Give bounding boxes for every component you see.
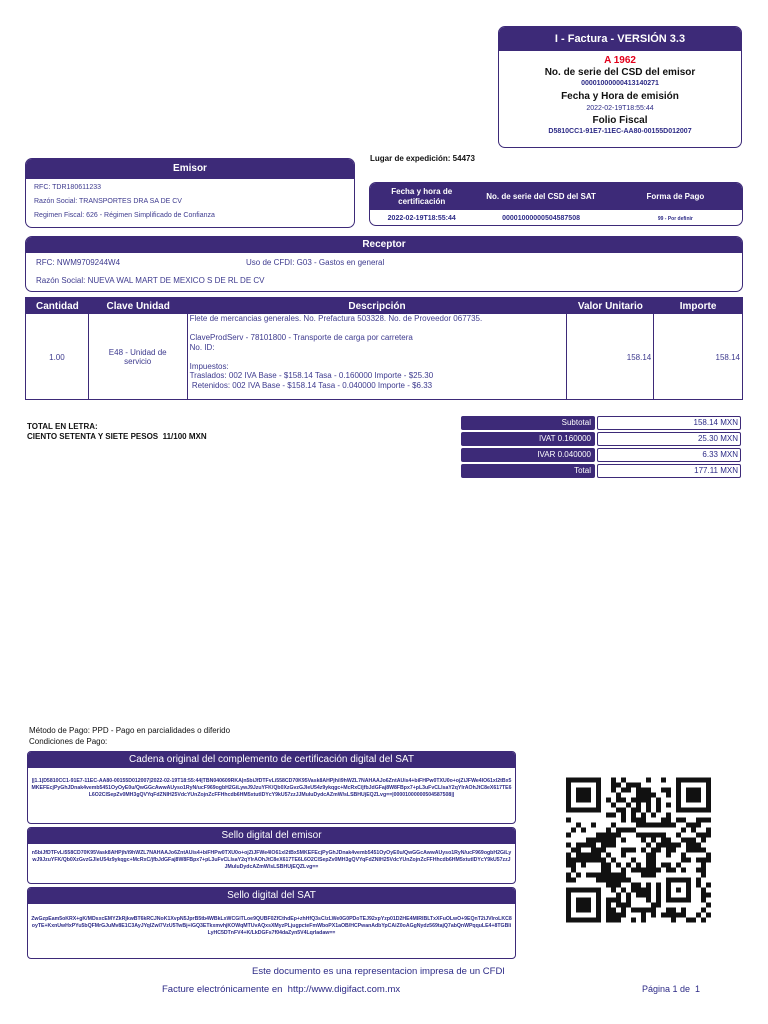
folio-fiscal-value: D5810CC1-91E7-11EC-AA80-00155D012007 xyxy=(548,128,692,135)
totals-row-ivar xyxy=(461,448,741,462)
cell-importe: 158.14 xyxy=(715,352,740,362)
cert-serie-header: No. de serie del CSD del SAT xyxy=(486,191,596,201)
cadena-original-box xyxy=(27,751,516,824)
metodo-pago-block xyxy=(29,725,230,747)
factura-box xyxy=(498,26,742,148)
sello-emisor-title: Sello digital del emisor xyxy=(28,828,515,844)
desc-line: Traslados: 002 IVA Base - $158.14 Tasa - 0.160000 Importe - $25.30 xyxy=(189,371,434,380)
totals-row-subtotal xyxy=(461,416,741,430)
folio-fiscal-label: Folio Fiscal xyxy=(592,115,648,126)
certificacion-values xyxy=(370,210,742,226)
ivar-value: 6.33 MXN xyxy=(597,448,741,462)
folio-number: A 1962 xyxy=(604,55,636,66)
desc-line xyxy=(190,324,566,334)
cert-fecha-header: Fecha y hora de certificación xyxy=(391,186,453,206)
desc-line: No. ID: xyxy=(189,342,215,352)
totals-table xyxy=(461,416,741,480)
total-label: Total xyxy=(461,464,595,478)
cell-clave-unidad: E48 - Unidad de servicio xyxy=(89,314,188,400)
receptor-box xyxy=(25,236,743,292)
metodo-pago: Método de Pago: PPD - Pago en parcialidades o diferido xyxy=(29,726,231,735)
fecha-emision-value: 2022-02-19T18:55:44 xyxy=(586,105,654,112)
items-header xyxy=(26,298,742,314)
desc-line: Impuestos: xyxy=(189,361,229,371)
subtotal-label: Subtotal xyxy=(461,416,595,430)
sello-emisor-box xyxy=(27,827,516,884)
totals-row-ivat xyxy=(461,432,741,446)
emisor-regimen: Regimen Fiscal: 626 - Régimen Simplificado de Confianza xyxy=(34,212,215,219)
col-valor-unitario: Valor Unitario xyxy=(577,300,643,312)
desc-line: Retenidos: 002 IVA Base - $158.14 Tasa - 0.040000 Importe - $6.33 xyxy=(189,380,433,390)
ivat-value: 25.30 MXN xyxy=(597,432,741,446)
sello-sat-text: ZwGzpEam5oKRX+gK/MDsxcEMYZkRjkwBT6kRCJNoK1XvpN5JprB5tb4WBkLxWCGiTLoe9QUBF0ZfCthdEp+zhHfQ3sC/zLWe0G0PDoTEJ92xpYzp01D2HE4MIRlBLTxXFuOLwO+9EQnT2iJVIroLKC8oyTE+KxnUwHxPYu5bQFMrGJuMv8E1C3AyJYqlZwl7VzU5TwBj+lGQ3ETkxmvhjKOWqMTUvAQxsXMyzPLjugpcteFmWboPX1aOB/HCPwanAdbYpCAiZ0oAGgNydz569tajQ7abQnWPqquLE4+8TGBliLyHC5DTnFV4+K/LkDGFs7f04daZyn5V4Lqrladaw== xyxy=(31,916,512,936)
condiciones-pago: Condiciones de Pago: xyxy=(29,737,108,746)
ivat-label: IVAT 0.160000 xyxy=(461,432,595,446)
sello-sat-box xyxy=(27,887,516,959)
totals-row-total xyxy=(461,464,741,478)
ivar-label: IVAR 0.040000 xyxy=(461,448,595,462)
cadena-original-text: ||1.1|D5810CC1-91E7-11EC-AA80-00155D012007|2022-02-19T18:55:44|TBN040609RKA|n5biJfDTFvLi558CD70K95Vask8AHPjh/i9hWZL7NAHAAJo6ZntAUis4+biFHPw0TXU0o+ojZiJFWe4lO61xl2tBx5MKEFEcjPyGhJDnak4vemb5451OyOyE0u/QwGGcAwwAUyso1RyN/ucF969ogbH2GiLywJ9JzuYFK/Qb0XzGvzGJleU54z9ykqgc+McRxC/jfbJdGFaj8W8FBpx7+pL3uFvCLIsaY2qYlrAOhJtC8eX617TE6L6O2ClSepZv0MH3gQVYqFdZNIH25VdcYUnZojnZcFFHhcdb6HM5xtutIDYcY9kU57zzJJMuluDydcAZmW/sLSBHUjEQZLvg==|00001000000504587508|| xyxy=(31,778,512,798)
receptor-rfc: RFC: NWM9709244W4 xyxy=(36,258,121,267)
factura-title: I - Factura - VERSIÓN 3.3 xyxy=(499,27,741,51)
col-importe: Importe xyxy=(679,300,717,312)
sello-sat-title: Sello digital del SAT xyxy=(28,888,515,904)
cert-forma-pago-value: 99 - Por definir xyxy=(657,215,693,222)
receptor-uso-cfdi: Uso de CFDI: G03 - Gastos en general xyxy=(246,258,385,267)
emisor-rfc: RFC: TDR180611233 xyxy=(34,184,102,191)
cert-forma-pago-header: Forma de Pago xyxy=(646,191,705,201)
cell-cantidad: 1.00 xyxy=(26,314,89,400)
total-letra xyxy=(27,422,207,442)
total-letra-value: CIENTO SETENTA Y SIETE PESOS 11/100 MXN xyxy=(27,432,207,441)
serie-csd-value: 00001000000413140271 xyxy=(581,80,659,87)
qr-code-icon xyxy=(566,776,711,924)
receptor-row-1 xyxy=(26,254,742,272)
cert-fecha-value: 2022-02-19T18:55:44 xyxy=(387,215,456,222)
facture-link[interactable]: Facture electrónicamente en http://www.digifact.com.mx xyxy=(162,984,401,995)
items-table xyxy=(25,297,743,400)
emisor-title: Emisor xyxy=(26,159,354,179)
total-value: 177.11 MXN xyxy=(597,464,741,478)
cert-serie-value: 00001000000504587508 xyxy=(502,215,580,222)
representacion-impresa: Este documento es una representacion impresa de un CFDI xyxy=(252,966,505,977)
col-clave-unidad: Clave Unidad xyxy=(106,300,170,312)
receptor-razon-social: Razón Social: NUEVA WAL MART DE MEXICO S DE RL DE CV xyxy=(36,276,265,285)
page-number: Página 1 de 1 xyxy=(642,984,701,994)
cell-valor-unitario: 158.14 xyxy=(567,314,655,400)
serie-csd-label: No. de serie del CSD del emisor xyxy=(544,67,696,78)
certificacion-box xyxy=(369,182,743,226)
emisor-box xyxy=(25,158,355,228)
lugar-expedicion: Lugar de expedición: 54473 xyxy=(370,154,475,163)
col-cantidad: Cantidad xyxy=(36,300,79,312)
cadena-original-title: Cadena original del complemento de certificación digital del SAT xyxy=(28,752,515,768)
desc-line: Flete de mercancias generales. No. Prefactura 503328. No. de Proveedor 067735. xyxy=(189,314,483,323)
fecha-emision-label: Fecha y Hora de emisión xyxy=(561,91,679,102)
sello-emisor-text: n5biJfDTFvLi558CD70K95Vask8AHPjh/i9hWZL7NAHAAJo6ZntAUis4+biFHPw0TXU0o+ojZiJFWe4lO61xl2tBx5MKEFEcjPyGhJDnak4vemb5451OyOyE0u/QwGGcAwwAUyso1RyN/ucF969ogbH2GiLywJ9JzuYFK/Qb0XzGvzGJleU54z9ykqgc+McRxC/jfbJdGFaj8W8FBpx7+pL3uFvCLIsaY2qYlrAOhJtC8eX617TE6L6O2ClSepZv0MH3gQVYqFdZNIH25VdcYUnZojnZcFFHhcdb6HM5xtutIDYcY9kU57zzJJMuluDydcAZmW/sLSBHUjEQZLvg== xyxy=(31,850,512,870)
certificacion-header xyxy=(370,183,742,210)
desc-line xyxy=(190,352,566,362)
col-descripcion: Descripción xyxy=(348,300,406,312)
subtotal-value: 158.14 MXN xyxy=(597,416,741,430)
receptor-title: Receptor xyxy=(26,237,742,253)
emisor-razon-social: Razón Social: TRANSPORTES DRA SA DE CV xyxy=(34,198,182,205)
table-row xyxy=(26,314,742,400)
cell-descripcion xyxy=(188,314,567,400)
total-letra-label: TOTAL EN LETRA: xyxy=(27,422,98,431)
desc-line: ClaveProdServ - 78101800 - Transporte de carga por carretera xyxy=(189,333,413,342)
